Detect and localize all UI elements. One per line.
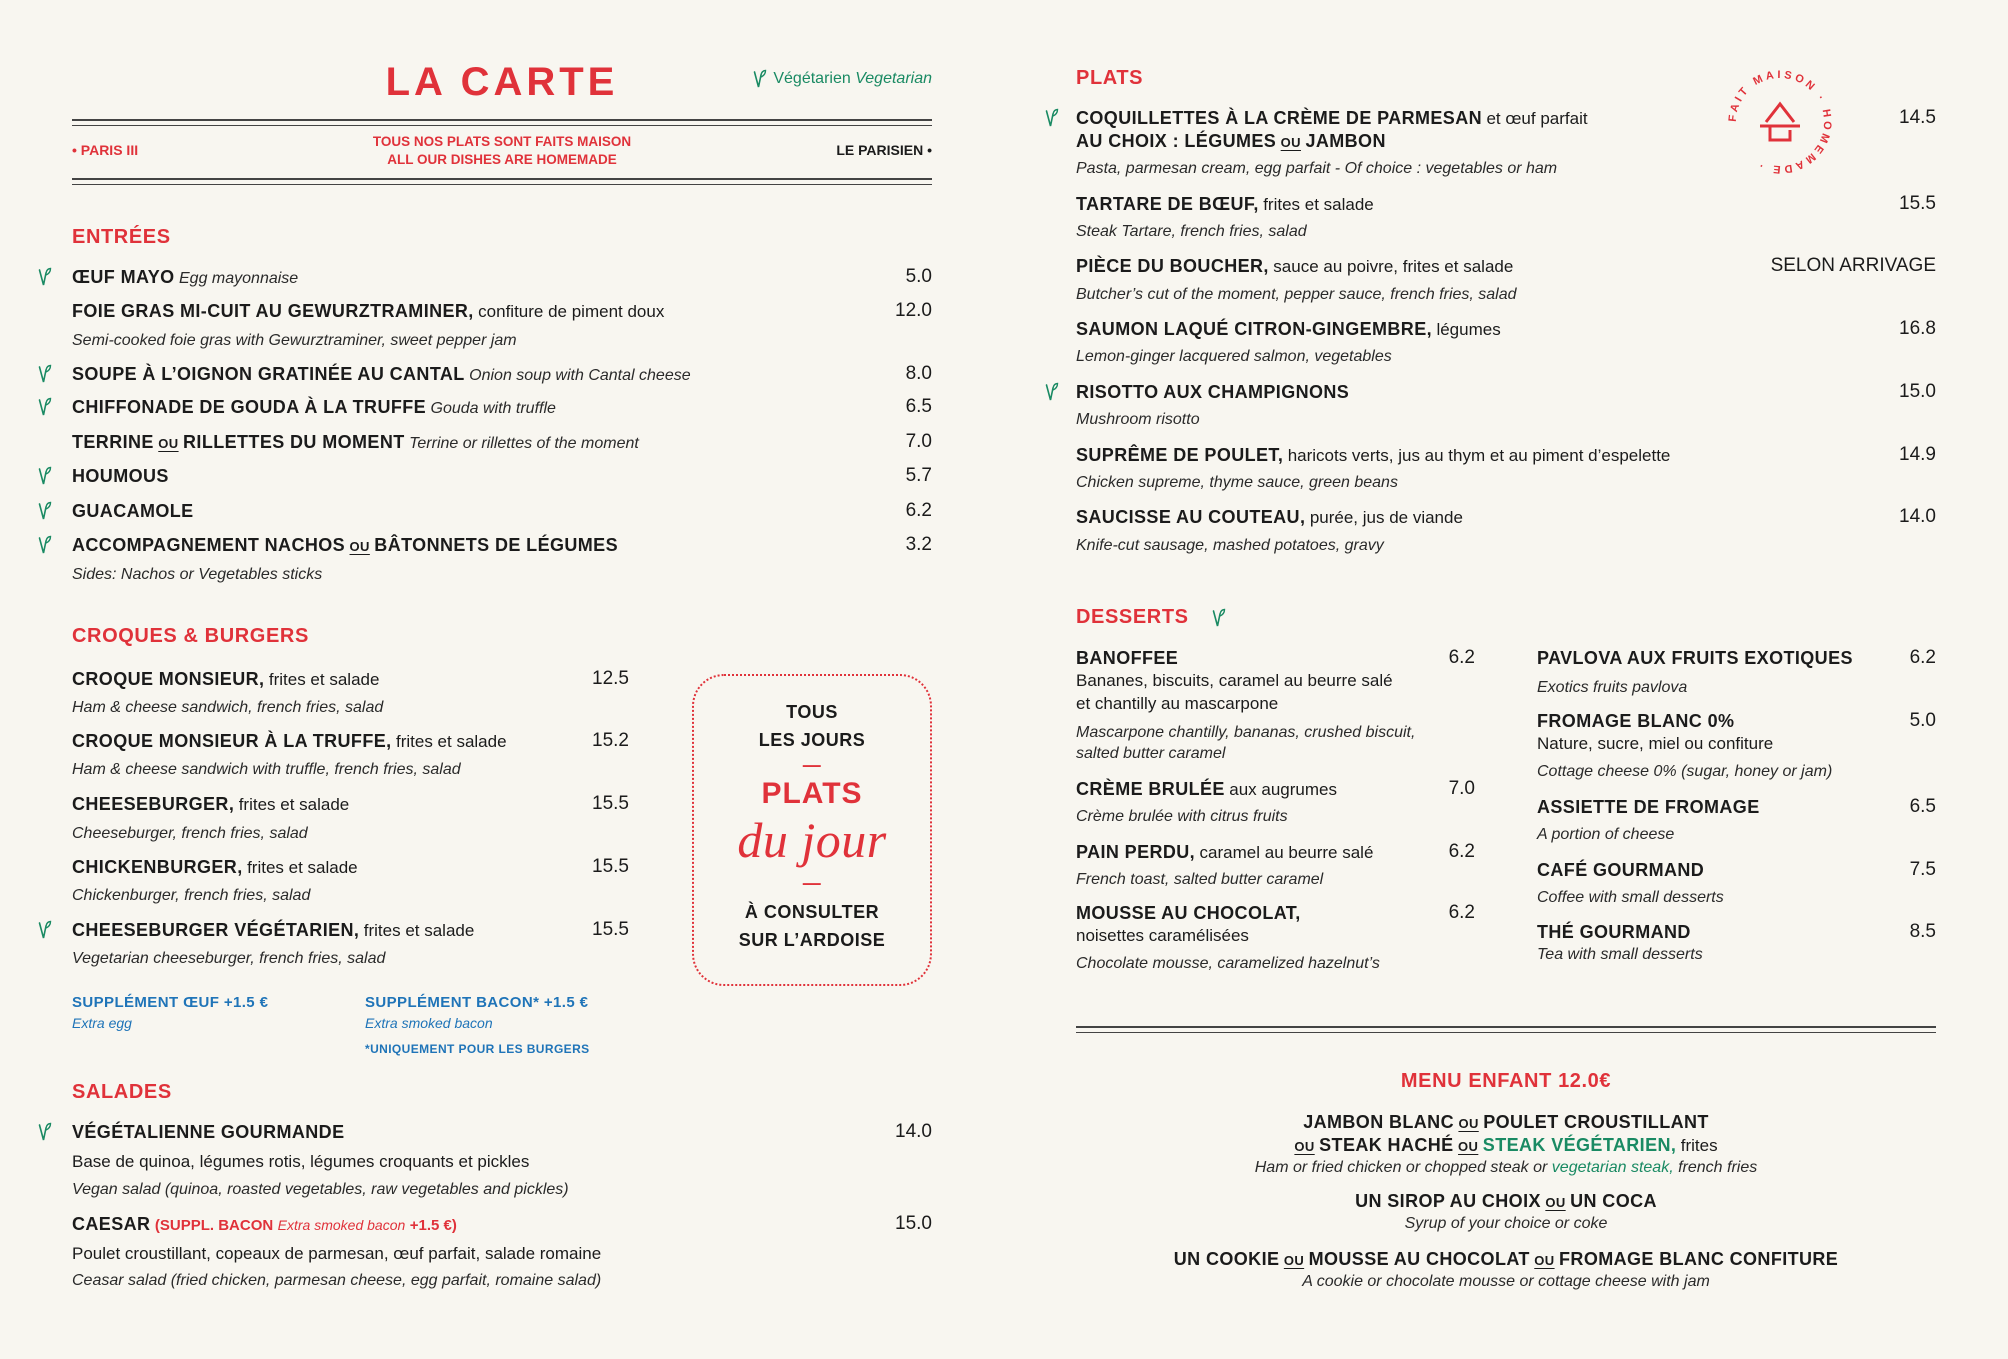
fait-maison-stamp (1724, 66, 1836, 178)
item-english: Chickenburger, french fries, salad (72, 887, 311, 904)
item-price: 15.5 (592, 793, 629, 814)
vegetarian-icon (753, 69, 767, 89)
menu-item (1076, 506, 1463, 530)
desserts-rule (1076, 1026, 1936, 1033)
menu-item (72, 1213, 457, 1237)
item-price: 15.0 (895, 1213, 932, 1234)
kids-choice: POULET CROUSTILLANT (1483, 1112, 1709, 1132)
item-description: et chantilly au mascarpone (1076, 694, 1279, 713)
item-description: frites et salade (238, 795, 350, 814)
item-english: Coffee with small desserts (1537, 889, 1724, 906)
item-english: Ham & cheese sandwich, french fries, salad (72, 699, 384, 716)
item-name: SOUPE À L’OIGNON GRATINÉE AU CANTAL (72, 364, 465, 384)
pdj-line2: LES JOURS (758, 730, 866, 750)
item-price: 7.5 (1909, 859, 1936, 880)
item-name: CHEESEBURGER, (72, 794, 235, 814)
item-english: Gouda with truffle (430, 400, 556, 417)
or-separator: OU (1458, 1139, 1479, 1154)
or-separator: OU (1534, 1253, 1555, 1268)
kids-choice: JAMBON BLANC (1303, 1112, 1454, 1132)
item-description: Base de quinoa, légumes rotis, légumes croquants et pickles (72, 1152, 530, 1171)
item-price: SELON ARRIVAGE (1770, 255, 1936, 276)
item-english: Semi-cooked foie gras with Gewurztraminer, sweet pepper jam (72, 332, 517, 349)
menu-enfant-title: MENU ENFANT 12.0€ (1400, 1070, 1612, 1092)
item-description: frites et salade (268, 670, 380, 689)
menu-enfant-english (1076, 1157, 1936, 1179)
item-name: CHEESEBURGER VÉGÉTARIEN, (72, 920, 360, 940)
item-name: THÉ GOURMAND (1537, 922, 1691, 942)
item-price: 16.8 (1899, 318, 1936, 339)
item-name: CAESAR (72, 1214, 151, 1234)
supplement-egg (72, 993, 268, 1033)
item-description: confiture de piment doux (478, 302, 665, 321)
item-name: CROQUE MONSIEUR, (72, 669, 265, 689)
item-description: frites et salade (247, 858, 358, 877)
menu-item (72, 431, 639, 455)
item-price: 6.2 (1448, 902, 1475, 923)
vegetarian-icon (38, 267, 52, 287)
item-name: PAIN PERDU, (1076, 842, 1196, 862)
item-english: Mascarpone chantilly, bananas, crushed biscuit, (1076, 724, 1416, 741)
item-description: Bananes, biscuits, caramel au beurre salé (1076, 671, 1393, 690)
legend-fr: Végétarien (773, 70, 851, 87)
item-name: CRÈME BRULÉE (1076, 779, 1225, 799)
location-tag-text: • PARIS III (72, 142, 139, 158)
item-description: purée, jus de viande (1309, 508, 1463, 527)
menu-enfant-line (1076, 1111, 1936, 1135)
item-name: PAVLOVA AUX FRUITS EXOTIQUES (1537, 648, 1853, 668)
item-name: SAUMON LAQUÉ CITRON-GINGEMBRE, (1076, 319, 1432, 339)
item-name: FROMAGE BLANC 0% (1537, 711, 1735, 731)
supplement-label: SUPPLÉMENT BACON* +1.5 € (365, 994, 589, 1011)
item-price: 5.7 (905, 465, 932, 486)
item-english: Butcher’s cut of the moment, pepper sauce, french fries, salad (1076, 286, 1517, 303)
page-title: LA CARTE (385, 60, 619, 104)
brand-tag: LE PARISIEN • (836, 142, 932, 158)
item-description: haricots verts, jus au thym et au piment d’espelette (1287, 446, 1671, 465)
kids-choice: UN COOKIE (1173, 1249, 1280, 1269)
kids-english: french fries (1678, 1159, 1758, 1176)
item-english: Sides: Nachos or Vegetables sticks (72, 566, 323, 583)
item-price: 15.5 (592, 919, 629, 940)
item-english: Cheeseburger, french fries, salad (72, 825, 308, 842)
vegetarian-legend (753, 68, 932, 90)
item-description: Nature, sucre, miel ou confiture (1537, 734, 1774, 753)
header-rule-bottom (72, 178, 932, 185)
menu-item-choice (1076, 130, 1386, 154)
item-name: CHICKENBURGER, (72, 857, 243, 877)
supplement-price: +1.5 €) (409, 1217, 457, 1234)
item-english: Onion soup with Cantal cheese (469, 367, 691, 384)
menu-item (72, 668, 379, 692)
kids-choice: MOUSSE AU CHOCOLAT (1308, 1249, 1530, 1269)
menu-item (1076, 193, 1374, 217)
item-price: 15.2 (592, 730, 629, 751)
item-name: TERRINE (72, 432, 154, 452)
svg-text:FAIT MAISON · HOMEMADE · (1727, 69, 1834, 175)
item-name: RISOTTO AUX CHAMPIGNONS (1076, 382, 1350, 402)
item-english: Knife-cut sausage, mashed potatoes, gravy (1076, 537, 1384, 554)
or-separator: OU (349, 539, 370, 554)
item-name: ASSIETTE DE FROMAGE (1537, 797, 1760, 817)
item-name: CAFÉ GOURMAND (1537, 860, 1705, 880)
supplement-label: (SUPPL. BACON (154, 1217, 274, 1234)
header-rule-top (72, 119, 932, 126)
item-name: FOIE GRAS MI-CUIT AU GEWURZTRAMINER, (72, 301, 474, 321)
item-price: 6.2 (905, 500, 932, 521)
item-price: 5.0 (1909, 710, 1936, 731)
menu-enfant-line (1076, 1248, 1936, 1272)
supplement-note: *UNIQUEMENT POUR LES BURGERS (365, 1042, 590, 1056)
menu-item (1076, 841, 1373, 865)
section-title-plats: PLATS (1076, 67, 1144, 89)
section-title-croques: CROQUES & BURGERS (72, 625, 309, 647)
item-english: Lemon-ginger lacquered salmon, vegetables (1076, 348, 1392, 365)
or-separator: OU (1458, 1116, 1479, 1131)
menu-enfant-english: Syrup of your choice or coke (1404, 1215, 1608, 1232)
kids-english-vegetarian: vegetarian steak, (1551, 1159, 1674, 1176)
item-price: 15.5 (1899, 193, 1936, 214)
menu-item (1076, 255, 1513, 279)
or-separator: OU (1294, 1139, 1315, 1154)
menu-item (72, 266, 298, 290)
menu-enfant-line (1076, 1134, 1936, 1158)
item-english: French toast, salted butter caramel (1076, 871, 1324, 888)
section-title-entrees: ENTRÉES (72, 226, 171, 248)
item-price: 15.0 (1899, 381, 1936, 402)
vegetarian-icon (1045, 382, 1059, 402)
or-separator: OU (1283, 1253, 1305, 1268)
menu-item (1076, 107, 1588, 131)
pdj-line1: TOUS (786, 702, 838, 722)
item-name: CHIFFONADE DE GOUDA À LA TRUFFE (72, 397, 427, 417)
kids-choice: STEAK HACHÉ (1319, 1135, 1454, 1155)
item-english: Pasta, parmesan cream, egg parfait - Of choice : vegetables or ham (1076, 160, 1558, 177)
item-english: Crème brulée with citrus fruits (1076, 808, 1288, 825)
item-english: Cottage cheese 0% (sugar, honey or jam) (1537, 763, 1833, 780)
vegetarian-icon (38, 920, 52, 940)
item-description: aux augrumes (1229, 780, 1337, 799)
stamp-text: FAIT MAISON · HOMEMADE · (1726, 68, 1834, 176)
section-title-salades: SALADES (72, 1081, 172, 1103)
or-separator: OU (1280, 135, 1301, 150)
or-separator: OU (1545, 1195, 1566, 1210)
kids-choice: FROMAGE BLANC CONFITURE (1559, 1249, 1839, 1269)
vegetarian-icon (38, 364, 52, 384)
kids-english: Ham or fried chicken or chopped steak or (1254, 1159, 1548, 1176)
item-name: JAMBON (1305, 131, 1386, 151)
item-price: 12.0 (895, 300, 932, 321)
item-english: Ham & cheese sandwich with truffle, french fries, salad (72, 761, 461, 778)
item-description: légumes (1436, 320, 1501, 339)
pdj-script: du jour (737, 812, 887, 868)
section-title-desserts: DESSERTS (1076, 606, 1189, 628)
item-english: Vegetarian cheeseburger, french fries, salad (72, 950, 386, 967)
item-name: BÂTONNETS DE LÉGUMES (374, 535, 618, 555)
menu-item (72, 793, 349, 817)
item-price: 14.5 (1899, 107, 1936, 128)
item-price: 6.5 (905, 396, 932, 417)
menu-item (72, 396, 556, 420)
item-english: Mushroom risotto (1076, 411, 1200, 428)
kids-choice: UN SIROP AU CHOIX (1355, 1191, 1541, 1211)
vegetarian-icon (38, 535, 52, 555)
item-price: 5.0 (905, 266, 932, 287)
pdj-dash: — (802, 873, 822, 893)
tagline (72, 133, 932, 169)
item-price: 14.0 (1899, 506, 1936, 527)
vegetarian-icon (38, 501, 52, 521)
item-price: 8.0 (905, 363, 932, 384)
item-price: 6.2 (1448, 841, 1475, 862)
supplement-label: SUPPLÉMENT ŒUF +1.5 € (72, 994, 269, 1011)
item-english: Exotics fruits pavlova (1537, 679, 1688, 696)
vegetarian-icon (38, 466, 52, 486)
kids-choice-vegetarian: STEAK VÉGÉTARIEN, (1482, 1135, 1677, 1155)
supplement-english: Extra smoked bacon (365, 1015, 493, 1031)
legend-en: Vegetarian (855, 70, 932, 87)
item-english: Vegan salad (quinoa, roasted vegetables, raw vegetables and pickles) (72, 1181, 569, 1198)
menu-item (1076, 318, 1501, 342)
item-name: ŒUF MAYO (72, 267, 175, 287)
item-description: sauce au poivre, frites et salade (1273, 257, 1514, 276)
pdj-dash: — (802, 755, 822, 775)
vegetarian-icon (38, 1122, 52, 1142)
plats-du-jour-box (692, 674, 932, 986)
item-name: BANOFFEE (1076, 648, 1179, 668)
item-english: Egg mayonnaise (179, 270, 299, 287)
vegetarian-icon (1045, 108, 1059, 128)
item-name: VÉGÉTALIENNE GOURMANDE (72, 1122, 345, 1142)
item-english: salted butter caramel (1076, 745, 1226, 762)
item-price: 3.2 (905, 534, 932, 555)
item-english: Tea with small desserts (1537, 946, 1703, 963)
supplement-english: Extra smoked bacon (277, 1217, 406, 1233)
menu-item (72, 856, 358, 880)
item-name: AU CHOIX : LÉGUMES (1076, 131, 1277, 151)
pdj-line3: À CONSULTER (744, 902, 880, 922)
item-price: 6.2 (1909, 647, 1936, 668)
item-name: COQUILLETTES À LA CRÈME DE PARMESAN (1076, 108, 1483, 128)
item-description: frites et salade (395, 732, 507, 751)
supplement-english: Extra egg (72, 1015, 132, 1031)
tagline-fr: TOUS NOS PLATS SONT FAITS MAISON (372, 134, 632, 149)
item-name: ACCOMPAGNEMENT NACHOS (72, 535, 346, 555)
item-description: noisettes caramélisées (1076, 926, 1249, 945)
item-name: TARTARE DE BŒUF, (1076, 194, 1259, 214)
item-name: HOUMOUS (72, 466, 169, 486)
vegetarian-icon (1212, 608, 1226, 628)
item-description: frites et salade (1263, 195, 1374, 214)
item-price: 8.5 (1909, 921, 1936, 942)
item-english: Terrine or rillettes of the moment (409, 435, 639, 452)
menu-item (72, 730, 507, 754)
menu-item (72, 363, 691, 387)
item-english: A portion of cheese (1537, 826, 1675, 843)
menu-item (72, 300, 664, 324)
tagline-en: ALL OUR DISHES ARE HOMEMADE (387, 152, 617, 167)
house-icon (1760, 104, 1800, 140)
item-price: 7.0 (905, 431, 932, 452)
menu-item (1076, 444, 1670, 468)
item-english: Steak Tartare, french fries, salad (1076, 223, 1307, 240)
menu-enfant-line (1076, 1190, 1936, 1214)
menu-item (72, 919, 474, 943)
or-separator: OU (158, 436, 179, 451)
menu-enfant-english: A cookie or chocolate mousse or cottage cheese with jam (1302, 1273, 1710, 1290)
item-name: SAUCISSE AU COUTEAU, (1076, 507, 1306, 527)
item-price: 14.0 (895, 1121, 932, 1142)
item-price: 6.5 (1909, 796, 1936, 817)
kids-choice: UN COCA (1570, 1191, 1657, 1211)
item-price: 15.5 (592, 856, 629, 877)
menu-item (1076, 778, 1337, 802)
item-english: Ceasar salad (fried chicken, parmesan cheese, egg parfait, romaine salad) (72, 1272, 602, 1289)
item-price: 6.2 (1448, 647, 1475, 668)
item-name: RILLETTES DU MOMENT (183, 432, 405, 452)
supplement-bacon (365, 993, 590, 1059)
item-description: Poulet croustillant, copeaux de parmesan, œuf parfait, salade romaine (72, 1244, 602, 1263)
pdj-line4: SUR L’ARDOISE (738, 930, 886, 950)
pdj-title: PLATS (761, 777, 863, 810)
item-name: SUPRÊME DE POULET, (1076, 445, 1284, 465)
item-price: 14.9 (1899, 444, 1936, 465)
item-price: 7.0 (1448, 778, 1475, 799)
item-name: MOUSSE AU CHOCOLAT, (1076, 903, 1301, 923)
item-description: frites et salade (363, 921, 475, 940)
menu-item (72, 534, 618, 558)
item-english: Chocolate mousse, caramelized hazelnut’s (1076, 955, 1380, 972)
item-name: PIÈCE DU BOUCHER, (1076, 256, 1269, 276)
item-description: et œuf parfait (1486, 109, 1588, 128)
item-english: Chicken supreme, thyme sauce, green beans (1076, 474, 1398, 491)
item-price: 12.5 (592, 668, 629, 689)
item-name: GUACAMOLE (72, 501, 194, 521)
item-description: caramel au beurre salé (1199, 843, 1374, 862)
vegetarian-icon (38, 397, 52, 417)
item-name: CROQUE MONSIEUR À LA TRUFFE, (72, 731, 392, 751)
kids-side: frites (1680, 1136, 1718, 1155)
